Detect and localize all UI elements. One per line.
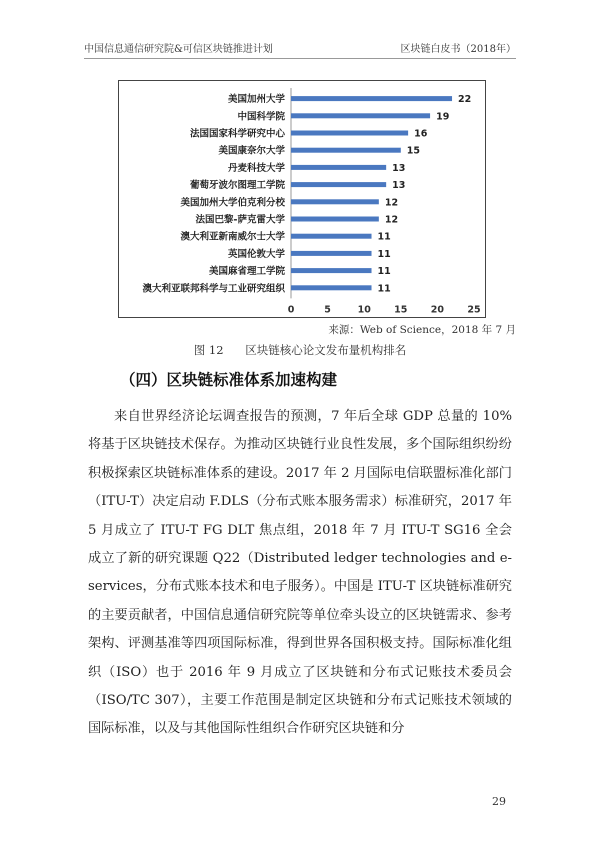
- value-label: 11: [377, 248, 391, 260]
- bar: [291, 96, 452, 101]
- value-label: 15: [406, 145, 421, 157]
- body-paragraph: [88, 403, 512, 744]
- value-label: 12: [384, 197, 399, 209]
- category-label: 澳大利亚新南威尔士大学: [180, 231, 285, 243]
- bar-chart-svg: [119, 81, 485, 317]
- x-tick-label: 5: [324, 304, 331, 316]
- x-tick-label: 25: [467, 304, 481, 316]
- category-label: 美国康奈尔大学: [218, 145, 285, 157]
- figure-number: 图 12: [193, 343, 224, 357]
- x-tick-label: 0: [287, 304, 295, 316]
- category-label: 葡萄牙波尔图理工学院: [189, 180, 285, 192]
- bar: [291, 268, 372, 273]
- category-label: 美国加州大学伯克利分校: [180, 197, 285, 209]
- bar: [291, 131, 408, 136]
- section-heading: （四）区块链标准体系加速构建: [120, 371, 338, 389]
- category-label: 中国科学院: [237, 111, 285, 123]
- bar: [291, 199, 379, 204]
- bar: [291, 182, 386, 187]
- value-label: 19: [436, 111, 450, 123]
- category-label: 丹麦科技大学: [227, 162, 285, 174]
- page-number: 29: [492, 795, 506, 808]
- category-label: 澳大利亚联邦科学与工业研究组织: [142, 283, 285, 295]
- value-label: 11: [377, 283, 391, 295]
- value-label: 16: [414, 128, 428, 140]
- category-label: 法国巴黎-萨克雷大学: [195, 214, 285, 226]
- x-tick-label: 10: [357, 304, 371, 316]
- value-label: 13: [392, 162, 406, 174]
- value-label: 22: [458, 94, 472, 106]
- header-right-text: 区块链白皮书（2018年）: [400, 44, 516, 55]
- bar: [291, 251, 372, 256]
- chart-source: 来源：Web of Science，2018 年 7 月: [328, 324, 516, 336]
- value-label: 12: [384, 214, 399, 226]
- bar: [291, 217, 379, 222]
- figure-caption: [0, 342, 600, 358]
- value-label: 13: [392, 180, 406, 192]
- x-tick-label: 15: [394, 304, 408, 316]
- bar: [291, 148, 401, 153]
- bar: [291, 285, 372, 290]
- figure-title: 区块链核心论文发布量机构排名: [245, 343, 407, 357]
- header-left-text: 中国信息通信研究院&可信区块链推进计划: [84, 44, 273, 55]
- value-label: 11: [377, 231, 391, 243]
- bar: [291, 234, 372, 239]
- category-label: 法国国家科学研究中心: [189, 128, 285, 140]
- bar-chart: [118, 80, 486, 318]
- category-label: 英国伦敦大学: [227, 248, 285, 260]
- bar: [291, 113, 430, 118]
- x-tick-label: 20: [430, 304, 445, 316]
- bar: [291, 165, 386, 170]
- category-label: 美国加州大学: [227, 94, 285, 106]
- paragraph-text: 来自世界经济论坛调查报告的预测，7 年后全球 GDP 总量的 10%将基于区块链技术保存。为推动区块链行业良性发展，多个国际组织纷纷积极探索区块链标准体系的建设。2017 年 2 月国际电信联盟标准化部门（ITU-T）决定启动 F.DLS（分布式账本服务需求）标准研究，2017 年 5 月成立了 ITU-T FG DLT 焦点组，2018 年 7 月 ITU-T SG16 全会成立了新的研究课题 Q22（Distributed ledger technologies and e-services，分布式账本技术和电子服务）。中国是 ITU-T 区块链标准研究的主要贡献者，中国信息通信研究院等单位牵头设立的区块链需求、参考架构、评测基准等四项国际标准，得到世界各国积极支持。国际标准化组织（ISO）也于 2016 年 9 月成立了区块链和分布式记账技术委员会（ISO/TC 307），主要工作范围是制定区块链和分布式记账技术领域的国际标准，以及与其他国际性组织合作研究区块链和分: [88, 409, 512, 737]
- page-header: [84, 38, 516, 59]
- value-label: 11: [377, 266, 391, 278]
- category-label: 美国麻省理工学院: [208, 266, 285, 278]
